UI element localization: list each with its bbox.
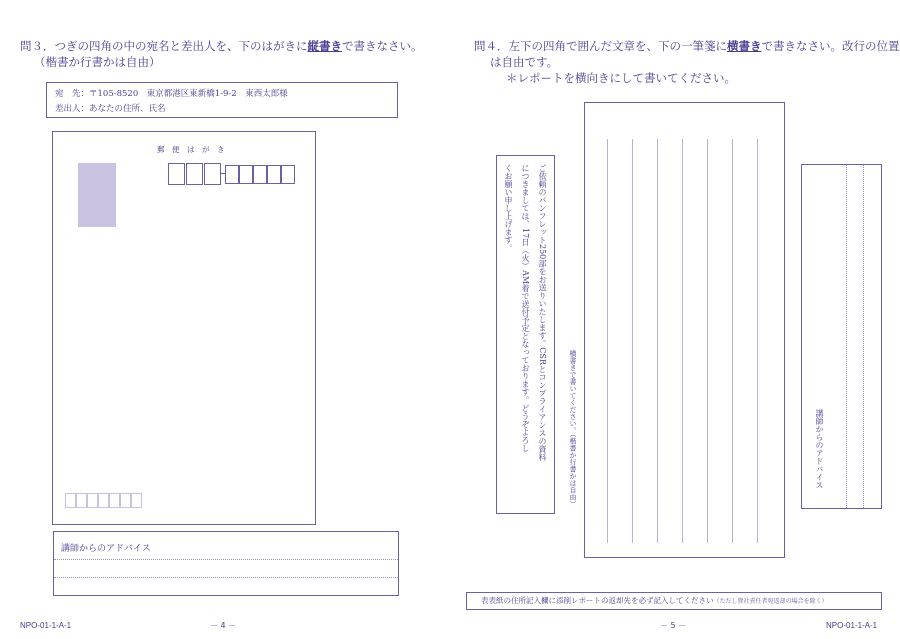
advice-box-left[interactable] bbox=[53, 531, 399, 596]
address-line-recipient bbox=[55, 87, 288, 99]
question-4-line2: は自由です。 bbox=[490, 55, 559, 69]
writing-line bbox=[632, 139, 633, 543]
footer-notice-box bbox=[466, 592, 882, 610]
advice-line bbox=[846, 165, 847, 508]
source-text-col3: くお願い申し上げます。 bbox=[504, 164, 513, 252]
question-text-end: で書きなさい。 bbox=[342, 39, 423, 53]
postal-box[interactable] bbox=[239, 165, 253, 184]
question-text: つぎの四角の中の宛名と差出人を、下のはがきに bbox=[54, 39, 308, 53]
advice-label: 講師からのアドバイス bbox=[61, 544, 151, 554]
advice-line bbox=[54, 577, 398, 578]
postal-box-small[interactable] bbox=[131, 493, 142, 508]
postal-box-small[interactable] bbox=[120, 493, 131, 508]
postal-box-small[interactable] bbox=[65, 493, 76, 508]
footer-code-right: NPO-01-1-A-1 bbox=[826, 621, 878, 630]
footer-code-left: NPO-01-1-A-1 bbox=[20, 621, 72, 630]
question-emphasis: 横書き bbox=[727, 39, 762, 53]
writing-line bbox=[682, 139, 683, 543]
question-4-note: ＊レポートを横向きにして書いてください。 bbox=[506, 71, 736, 85]
postal-box-small[interactable] bbox=[76, 493, 87, 508]
question-4 bbox=[474, 38, 900, 54]
question-3-note: （楷書か行書かは自由） bbox=[34, 55, 161, 69]
postal-box-small[interactable] bbox=[98, 493, 109, 508]
writing-line bbox=[757, 139, 758, 543]
writing-line bbox=[707, 139, 708, 543]
source-text-col1: ご依頼のパンフレット250部をお送りいたします。CSRとコンプライアンスの資料 bbox=[538, 164, 547, 461]
postal-box-small[interactable] bbox=[87, 493, 98, 508]
footer-notice bbox=[481, 595, 828, 606]
advice-line bbox=[863, 165, 864, 508]
page-number-left: － 4 － bbox=[210, 621, 237, 630]
page-number-right: － 5 － bbox=[660, 621, 687, 630]
recipient-label: 宛 先： bbox=[55, 89, 90, 99]
source-text-box bbox=[496, 155, 555, 514]
source-text-col2: につきましては、17日（火）AM着で送付予定となっております。どうぞよろし bbox=[521, 164, 530, 453]
writing-line bbox=[607, 139, 608, 543]
postal-box[interactable] bbox=[168, 163, 185, 185]
advice-box-right[interactable] bbox=[801, 164, 882, 509]
footer-notice-text: 表表紙の住所記入欄に添削レポートの返却先を必ず記入してください bbox=[481, 596, 714, 605]
postcard-header: 郵 便 は が き bbox=[157, 145, 225, 154]
question-3 bbox=[20, 38, 423, 54]
postal-box[interactable] bbox=[253, 165, 267, 184]
question-number: 問３． bbox=[20, 39, 55, 53]
writing-line bbox=[732, 139, 733, 543]
postal-box[interactable] bbox=[267, 165, 281, 184]
writing-line bbox=[657, 139, 658, 543]
postcard bbox=[52, 131, 316, 525]
address-box bbox=[46, 82, 398, 118]
sender-value: あなたの住所、氏名 bbox=[89, 104, 166, 114]
postal-box[interactable] bbox=[281, 165, 295, 184]
question-text-end: で書きなさい。改行の位置 bbox=[761, 39, 900, 53]
stamp-area bbox=[78, 163, 116, 227]
question-text: 左下の四角で囲んだ文章を、下の一筆箋に bbox=[508, 39, 727, 53]
postal-box[interactable] bbox=[225, 165, 239, 184]
postal-box[interactable] bbox=[186, 163, 203, 185]
sender-label: 差出人： bbox=[55, 104, 90, 114]
recipient-value: 〒105-8520 東京都港区東新橋1-9-2 東西太郎様 bbox=[89, 89, 288, 99]
postal-box-small[interactable] bbox=[109, 493, 120, 508]
letter-paper[interactable] bbox=[584, 102, 785, 558]
question-emphasis: 縦書き bbox=[307, 39, 342, 53]
address-line-sender bbox=[55, 102, 166, 114]
footer-notice-small: （ただし貴社責任者宛返却の場合を除く） bbox=[713, 598, 828, 605]
question-number: 問４． bbox=[474, 39, 509, 53]
postal-box[interactable] bbox=[204, 163, 221, 185]
instruction-vertical: 横書きで書いてください。（楷書か行書かは自由） bbox=[569, 350, 577, 508]
advice-line bbox=[54, 559, 398, 560]
advice-label-vertical: 講師からのアドバイス bbox=[815, 409, 824, 489]
